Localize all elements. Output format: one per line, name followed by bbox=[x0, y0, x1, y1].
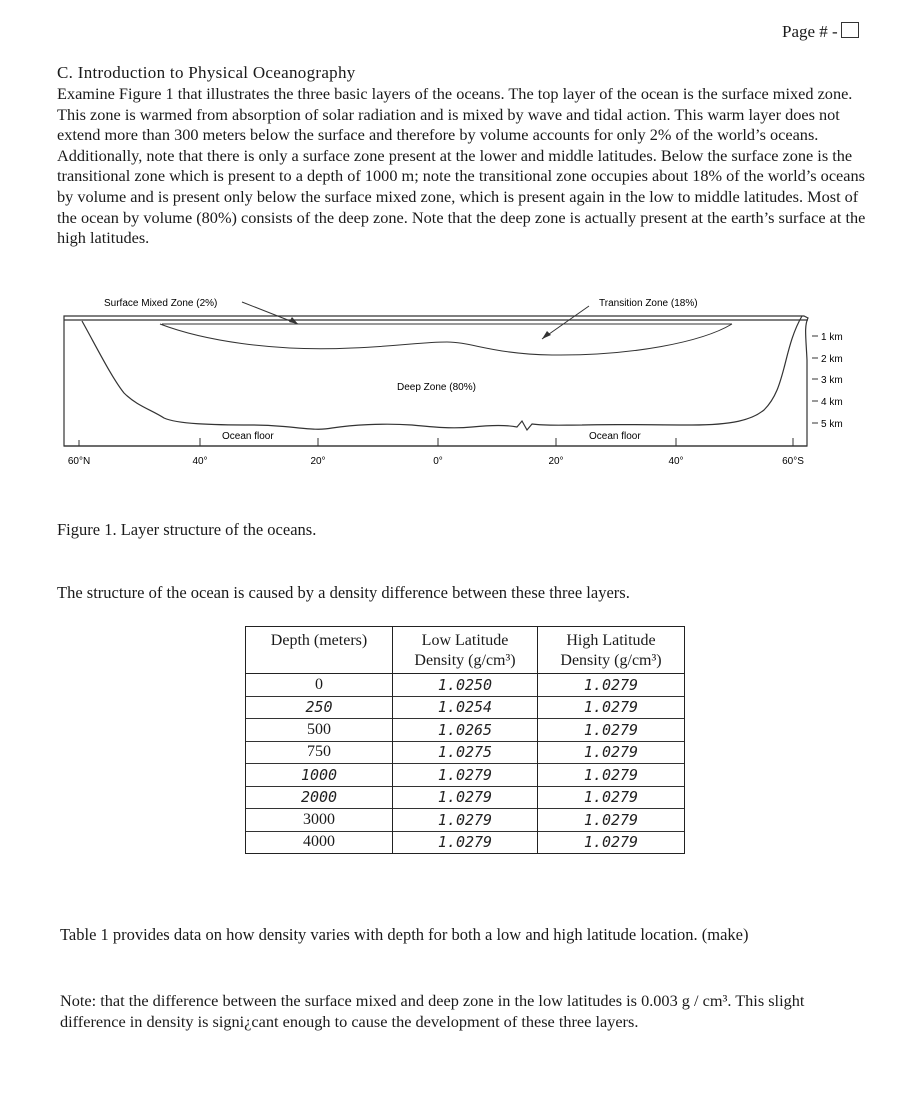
depth-cell: 2000 bbox=[246, 786, 393, 809]
low-density-cell: 1.0279 bbox=[393, 786, 538, 809]
lat-label-40n: 40° bbox=[192, 456, 208, 467]
table-description: Table 1 provides data on how density varies with depth for both a low and high latitude location. (make) bbox=[60, 925, 749, 944]
surface-zone-arrow bbox=[242, 302, 298, 324]
lat-label-60s: 60°S bbox=[782, 456, 804, 467]
header-high-line2: Density (g/cm³) bbox=[560, 652, 662, 669]
density-note: Note: that the difference between the surface mixed and deep zone in the low latitudes is 0.003 g / cm³. This slight difference in density is signi¿cant enough to cause the development of these three layers. bbox=[60, 991, 805, 1031]
high-density-cell: 1.0279 bbox=[538, 719, 685, 742]
depth-cell: 3000 bbox=[246, 809, 393, 832]
low-density-cell: 1.0265 bbox=[393, 719, 538, 742]
transition-zone-arrowhead bbox=[542, 331, 551, 339]
surface-zone-label: Surface Mixed Zone (2%) bbox=[104, 298, 218, 309]
high-density-cell: 1.0279 bbox=[538, 741, 685, 764]
ocean-layers-diagram bbox=[52, 288, 872, 478]
section-title: C. Introduction to Physical Oceanography bbox=[57, 63, 356, 82]
header-low-line1: Low Latitude bbox=[421, 632, 509, 649]
low-density-cell: 1.0254 bbox=[393, 696, 538, 719]
structure-sentence: The structure of the ocean is caused by a density difference between these three layers. bbox=[57, 583, 630, 602]
depth-label-2km: 2 km bbox=[821, 354, 843, 365]
low-density-cell: 1.0250 bbox=[393, 674, 538, 697]
high-density-cell: 1.0279 bbox=[538, 831, 685, 854]
lat-label-20n: 20° bbox=[310, 456, 326, 467]
table-row bbox=[246, 764, 685, 787]
figure-caption: Figure 1. Layer structure of the oceans. bbox=[57, 520, 317, 539]
low-density-cell: 1.0279 bbox=[393, 809, 538, 832]
table-row bbox=[246, 696, 685, 719]
depth-label-5km: 5 km bbox=[821, 419, 843, 430]
table-row bbox=[246, 809, 685, 832]
low-density-cell: 1.0279 bbox=[393, 764, 538, 787]
depth-cell: 250 bbox=[246, 696, 393, 719]
transition-zone-boundary bbox=[160, 324, 732, 355]
header-depth bbox=[246, 627, 393, 674]
page-number bbox=[782, 22, 859, 42]
table-row bbox=[246, 831, 685, 854]
table-row bbox=[246, 674, 685, 697]
page-number-box bbox=[841, 22, 859, 38]
depth-label-1km: 1 km bbox=[821, 332, 843, 343]
high-density-cell: 1.0279 bbox=[538, 786, 685, 809]
lat-label-60n: 60°N bbox=[67, 456, 91, 467]
intro-paragraph: Examine Figure 1 that illustrates the three basic layers of the oceans. The top layer of the ocean is the surface mixed zone. This zone is warmed from absorption of solar radiation and is mixed by wave and tidal action. This warm layer does not extend more than 300 meters below the surface and therefore by volume accounts for only 2% of the world’s oceans. Additionally, note that there is only a surface zone present at the lower and middle latitudes. Below the surface zone is the transitional zone which is present to a depth of 1000 m; note the transitional zone occupies about 18% of the world’s oceans by volume and is present only below the surface mixed zone, which is present again in the low to middle latitudes. Most of the ocean by volume (80%) consists of the deep zone. Note that the deep zone is actually present at the earth’s surface at the high latitudes. bbox=[57, 84, 866, 248]
lat-label-20s: 20° bbox=[548, 456, 564, 467]
table-header-row bbox=[246, 627, 685, 674]
table-row bbox=[246, 786, 685, 809]
header-high-line1: High Latitude bbox=[566, 632, 656, 649]
high-density-cell: 1.0279 bbox=[538, 764, 685, 787]
density-table bbox=[245, 626, 685, 854]
lat-label-0: 0° bbox=[433, 456, 443, 467]
depth-cell: 500 bbox=[246, 719, 393, 742]
depth-label-3km: 3 km bbox=[821, 375, 843, 386]
header-depth-text: Depth (meters) bbox=[270, 632, 368, 649]
depth-cell: 4000 bbox=[246, 831, 393, 854]
page-label: Page # - bbox=[782, 22, 838, 41]
table-row bbox=[246, 719, 685, 742]
deep-zone-label: Deep Zone (80%) bbox=[397, 382, 476, 393]
header-high-latitude bbox=[538, 627, 685, 674]
transition-zone-label: Transition Zone (18%) bbox=[599, 298, 698, 309]
high-density-cell: 1.0279 bbox=[538, 809, 685, 832]
depth-cell: 750 bbox=[246, 741, 393, 764]
high-density-cell: 1.0279 bbox=[538, 696, 685, 719]
figure-ocean-layers bbox=[52, 288, 872, 478]
high-density-cell: 1.0279 bbox=[538, 674, 685, 697]
low-density-cell: 1.0275 bbox=[393, 741, 538, 764]
ocean-floor-label-left: Ocean floor bbox=[222, 431, 274, 442]
depth-cell: 1000 bbox=[246, 764, 393, 787]
header-low-line2: Density (g/cm³) bbox=[414, 652, 516, 669]
depth-label-4km: 4 km bbox=[821, 397, 843, 408]
depth-cell: 0 bbox=[246, 674, 393, 697]
ocean-floor-label-right: Ocean floor bbox=[589, 431, 641, 442]
table-row bbox=[246, 741, 685, 764]
header-low-latitude bbox=[393, 627, 538, 674]
low-density-cell: 1.0279 bbox=[393, 831, 538, 854]
lat-label-40s: 40° bbox=[668, 456, 684, 467]
